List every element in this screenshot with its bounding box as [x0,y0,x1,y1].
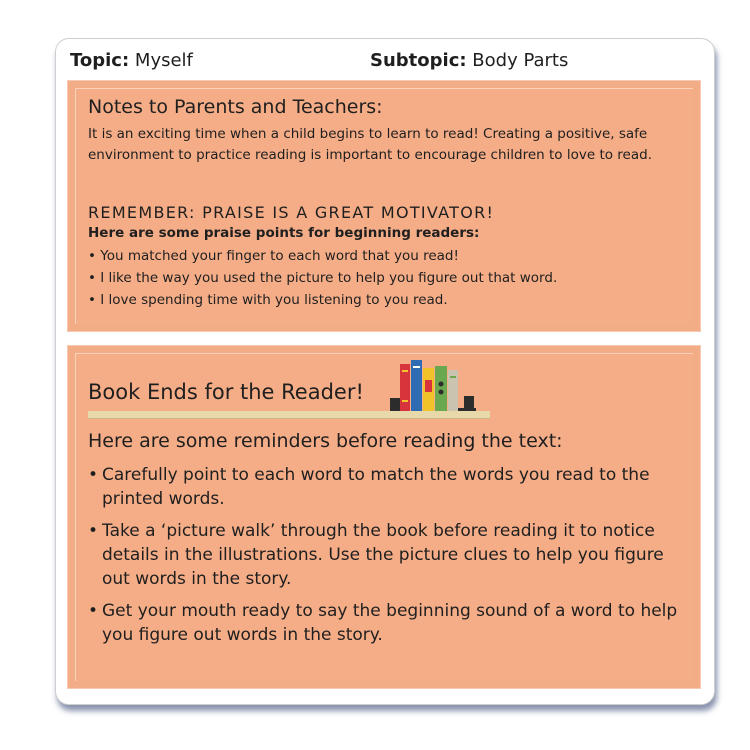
reminder-item: • Get your mouth ready to say the beginning sound of a word to help you figure out words in the story. [88,599,688,647]
subtopic-value: Body Parts [472,50,569,71]
books-icon [386,360,496,412]
notes-title: Notes to Parents and Teachers: [88,96,383,118]
notes-intro: It is an exciting time when a child begins to learn to read! Creating a positive, safe environment to practice reading is important to encourage children to love to read. [88,126,652,163]
praise-intro: Here are some praise points for beginning readers: [88,225,480,241]
praise-item: • I like the way you used the picture to help you figure out that word. [88,267,557,289]
reminders-list [88,463,688,655]
topic-row [70,50,690,76]
praise-item: • I love spending time with you listening to you read. [88,289,557,311]
topic-value: Myself [134,50,193,71]
remember-heading: REMEMBER: PRAISE IS A GREAT MOTIVATOR! [88,203,495,222]
praise-list [88,245,557,311]
praise-item: • You matched your finger to each word that you read! [88,245,557,267]
topic-label: Topic: [70,50,130,71]
book-green [435,366,447,411]
reminders-title: Here are some reminders before reading the text: [88,430,563,452]
shelf [88,411,490,419]
reader-title: Book Ends for the Reader! [88,380,364,404]
reminder-item: • Carefully point to each word to match the words you read to the printed words. [88,463,688,511]
topic [70,50,193,71]
subtopic [370,50,568,71]
reminder-item: • Take a ‘picture walk’ through the book before reading it to notice details in the illustrations. Use the picture clues to help you figure out words in the story. [88,519,688,591]
subtopic-label: Subtopic: [370,50,467,71]
